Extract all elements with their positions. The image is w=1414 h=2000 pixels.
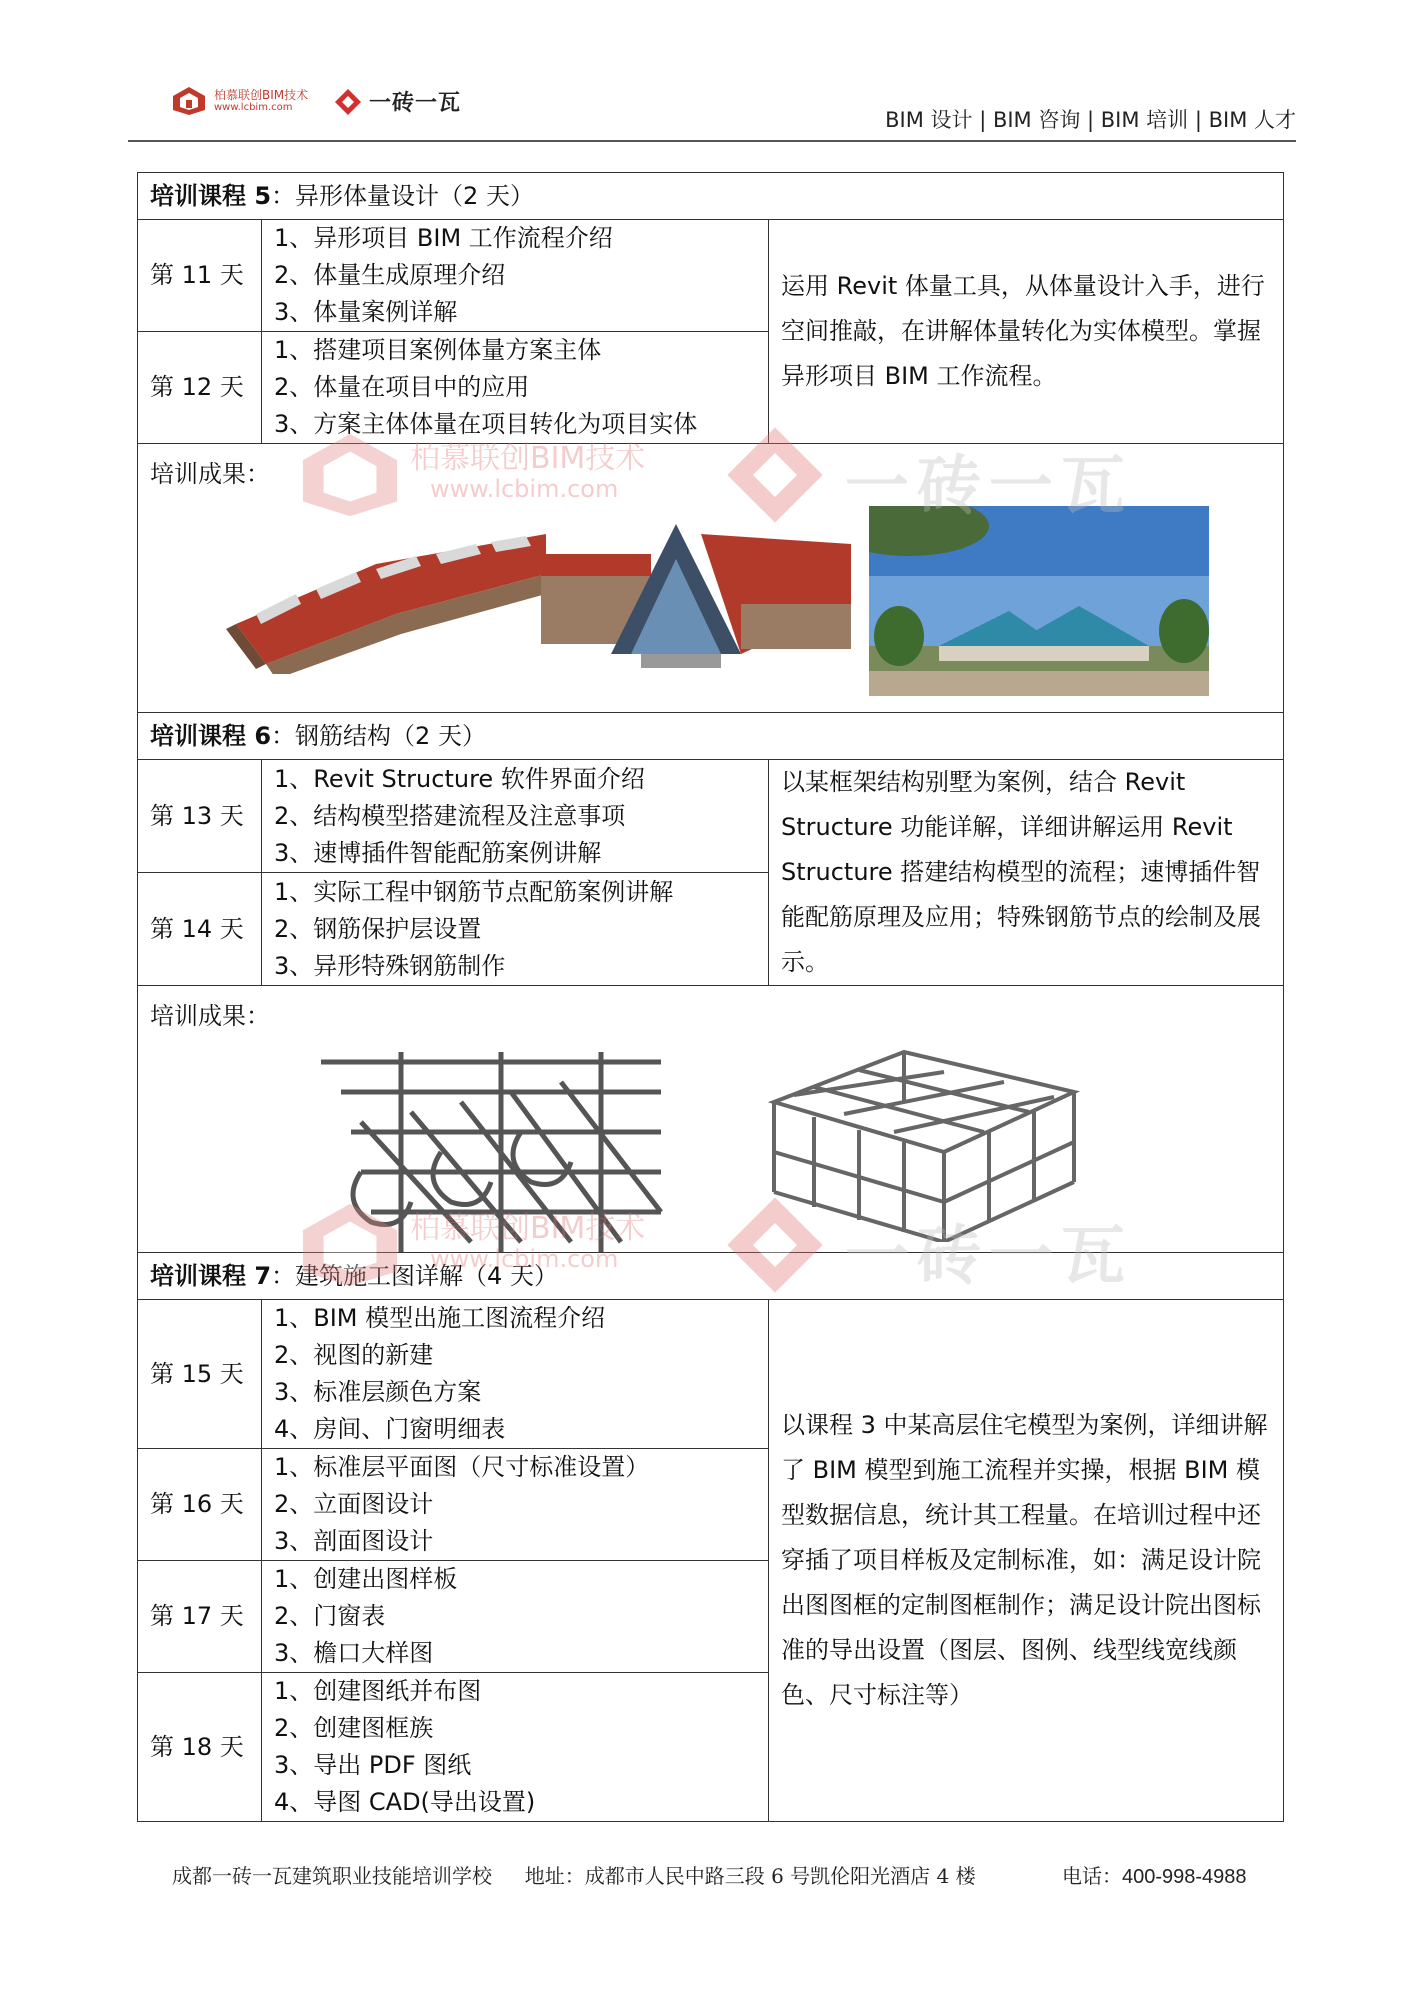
course6-result-row: [138, 986, 1284, 1253]
watermark-url: www.lcbim.com: [430, 1245, 619, 1273]
day12-items: 1、搭建项目案例体量方案主体 2、体量在项目中的应用 3、方案主体体量在项目转化为项目实体: [262, 332, 769, 444]
day13-items: 1、Revit Structure 软件界面介绍 2、结构模型搭建流程及注意事项 3、速博插件智能配筋案例讲解: [262, 760, 769, 873]
day13-label: 第 13 天: [138, 760, 262, 873]
course5-title: 培训课程 5：异形体量设计（2 天）: [138, 173, 1284, 220]
a-frame-building-image: [541, 514, 851, 674]
course6-description: 以某框架结构别墅为案例，结合 Revit Structure 功能详解，详细讲解运用 Revit Structure 搭建结构模型的流程；速博插件智能配筋原理及应用；特殊钢筋节点的绘制及展示。: [769, 760, 1284, 986]
day11-items: 1、异形项目 BIM 工作流程介绍 2、体量生成原理介绍 3、体量案例详解: [262, 220, 769, 332]
course5-description: 运用 Revit 体量工具，从体量设计入手，进行空间推敲，在讲解体量转化为实体模型。掌握异形项目 BIM 工作流程。: [769, 220, 1284, 444]
page-header: [128, 84, 1296, 142]
long-building-image: [226, 504, 556, 674]
course6-result: [138, 986, 1284, 1253]
result-label: 培训成果：: [150, 460, 270, 488]
header-nav: BIM 设计 | BIM 咨询 | BIM 培训 | BIM 人才: [885, 108, 1296, 132]
day11-row: [138, 220, 1284, 332]
course6-title: 培训课程 6：钢筋结构（2 天）: [138, 713, 1284, 760]
day17-items: 1、创建出图样板 2、门窗表 3、檐口大样图: [262, 1561, 769, 1673]
course7-title-row: [138, 1253, 1284, 1300]
course6-title-row: [138, 713, 1284, 760]
result-label: 培训成果：: [150, 1002, 270, 1030]
footer-address: 地址：成都市人民中路三段 6 号凯伦阳光酒店 4 楼: [524, 1864, 976, 1888]
diamond-logo-icon: [333, 87, 363, 117]
day16-items: 1、标准层平面图（尺寸标准设置） 2、立面图设计 3、剖面图设计: [262, 1449, 769, 1561]
logo1-name: 柏慕联创BIM技术: [214, 88, 309, 102]
yizhuanyiwa-logo: [333, 86, 461, 117]
day15-items: 1、BIM 模型出施工图流程介绍 2、视图的新建 3、标准层颜色方案 4、房间、门窗明细表: [262, 1300, 769, 1449]
course7-description: 以课程 3 中某高层住宅模型为案例，详细讲解了 BIM 模型到施工流程并实操，根据 BIM 模型数据信息，统计其工程量。在培训过程中还穿插了项目样板及定制标准，如：满足设计院出图图框的定制图框制作；满足设计院出图标准的导出设置（图层、图例、线型线宽线颜色、尺寸标注等）: [769, 1300, 1284, 1822]
rebar-cage-image: [321, 1052, 671, 1252]
day15-row: [138, 1300, 1284, 1449]
watermark-url: www.lcbim.com: [430, 475, 619, 503]
day16-label: 第 16 天: [138, 1449, 262, 1561]
watermark-brand2: 一砖一瓦: [845, 1220, 1133, 1294]
logo2-text: 一砖一瓦: [369, 91, 462, 116]
day18-label: 第 18 天: [138, 1673, 262, 1822]
day14-label: 第 14 天: [138, 873, 262, 986]
watermark-brand: 柏慕联创BIM技术: [410, 441, 646, 476]
steel-frame-image: [754, 1042, 1094, 1242]
watermark-brand2: 一砖一瓦: [845, 450, 1133, 524]
day13-row: [138, 760, 1284, 873]
lcbim-logo: [172, 86, 308, 116]
course7-title: 培训课程 7：建筑施工图详解（4 天）: [138, 1253, 1284, 1300]
page-footer: [172, 1860, 1247, 1889]
day12-label: 第 12 天: [138, 332, 262, 444]
day14-items: 1、实际工程中钢筋节点配筋案例讲解 2、钢筋保护层设置 3、异形特殊钢筋制作: [262, 873, 769, 986]
watermark-brand: 柏慕联创BIM技术: [410, 1211, 646, 1246]
day17-label: 第 17 天: [138, 1561, 262, 1673]
day15-label: 第 15 天: [138, 1300, 262, 1449]
rendered-scene-image: [869, 506, 1209, 696]
day11-label: 第 11 天: [138, 220, 262, 332]
logo1-url: www.lcbim.com: [214, 102, 293, 113]
footer-phone: 电话：400-998-4988: [1062, 1866, 1247, 1888]
course5-result: [138, 444, 1284, 713]
course5-result-row: [138, 444, 1284, 713]
day18-items: 1、创建图纸并布图 2、创建图框族 3、导出 PDF 图纸 4、导图 CAD(导出设置): [262, 1673, 769, 1822]
course5-title-row: [138, 173, 1284, 220]
footer-school: 成都一砖一瓦建筑职业技能培训学校: [172, 1864, 492, 1888]
house-logo-icon: [172, 86, 206, 116]
course-table: [137, 172, 1284, 1822]
